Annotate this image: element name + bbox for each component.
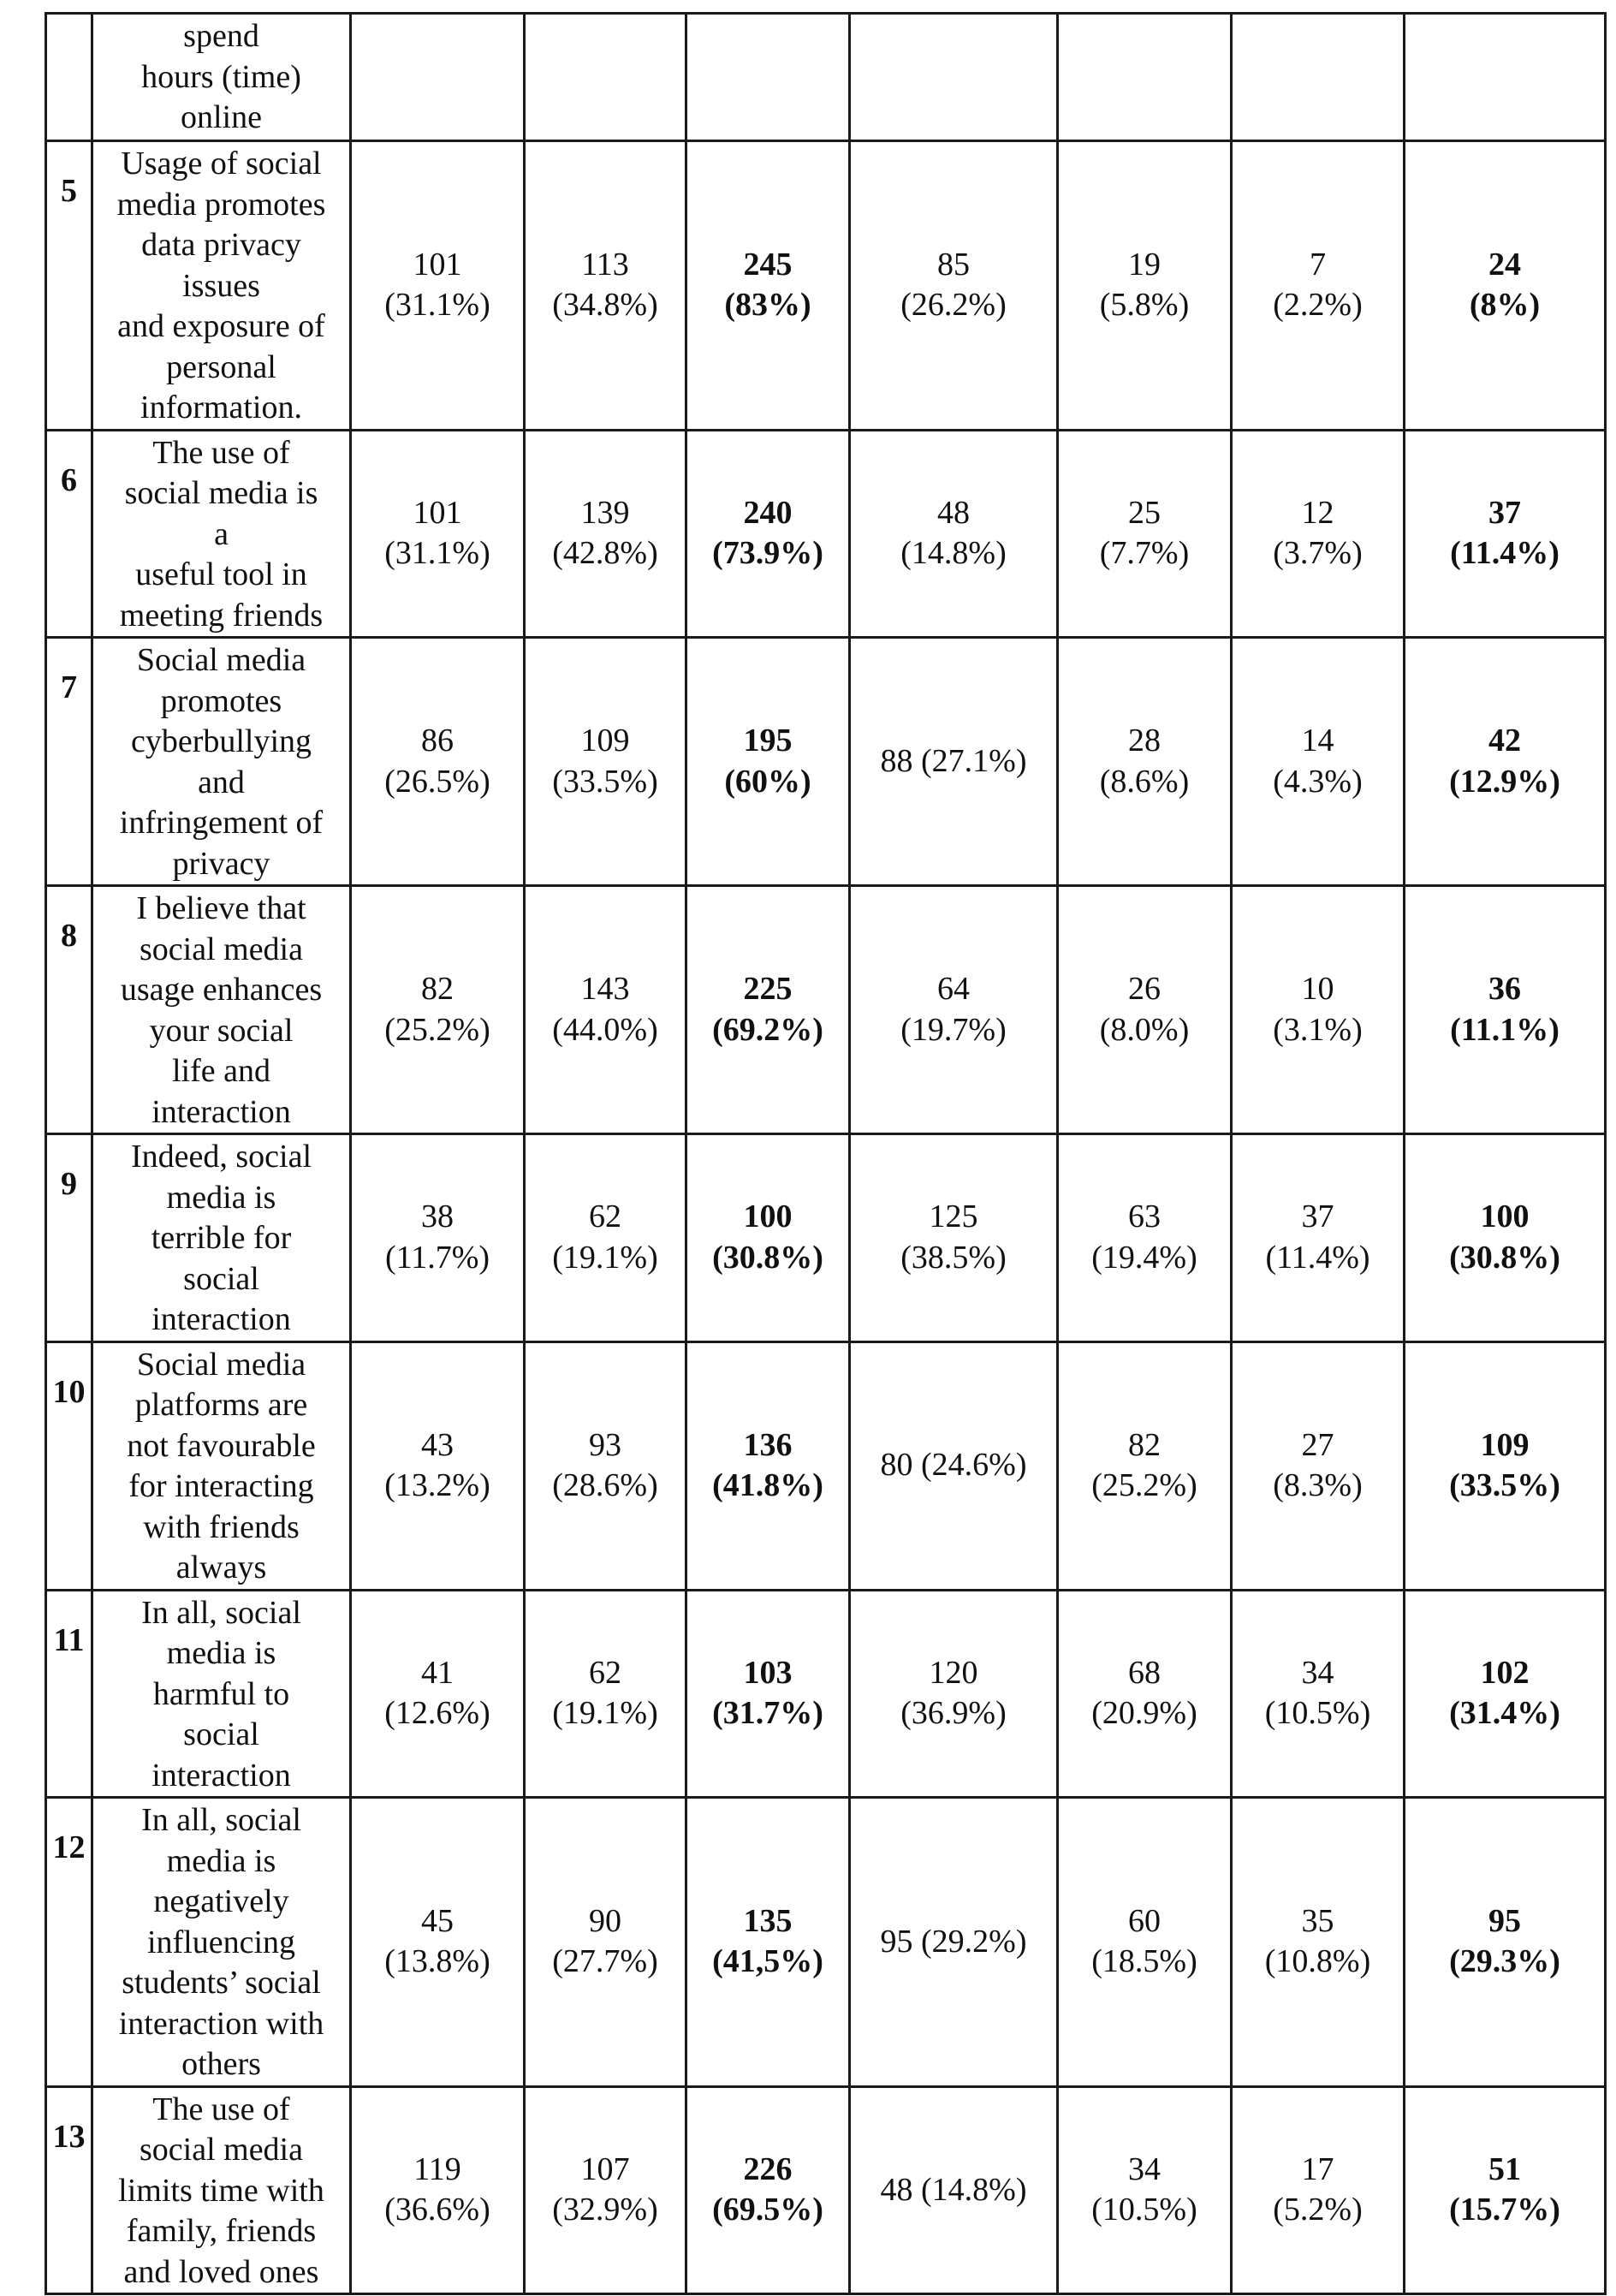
strongly-disagree-cell: 34 (10.5%) [1232, 1590, 1405, 1798]
agree-cell: 62 (19.1%) [525, 1134, 686, 1342]
total-disagree-cell: 102 (31.4%) [1405, 1590, 1606, 1798]
table-row [46, 1798, 1606, 2087]
neutral-cell [850, 14, 1058, 141]
survey-results-table [45, 12, 1607, 2295]
total-disagree-cell: 37 (11.4%) [1405, 430, 1606, 638]
strongly-agree-cell: 41 (12.6%) [351, 1590, 525, 1798]
strongly-agree-cell: 82 (25.2%) [351, 886, 525, 1134]
strongly-disagree-cell: 12 (3.7%) [1232, 430, 1405, 638]
neutral-cell: 48 (14.8%) [850, 2086, 1058, 2294]
disagree-cell: 26 (8.0%) [1058, 886, 1232, 1134]
total-agree-cell: 225 (69.2%) [686, 886, 850, 1134]
agree-cell: 143 (44.0%) [525, 886, 686, 1134]
statement-cell: Social media promotes cyberbullying and infringement of privacy [92, 638, 351, 886]
strongly-agree-cell: 45 (13.8%) [351, 1798, 525, 2087]
statement-cell: In all, social media is negatively influencing students’ social interaction with others [92, 1798, 351, 2087]
strongly-agree-cell: 101 (31.1%) [351, 141, 525, 431]
neutral-cell: 95 (29.2%) [850, 1798, 1058, 2087]
table-row [46, 430, 1606, 638]
total-agree-cell: 240 (73.9%) [686, 430, 850, 638]
agree-cell: 139 (42.8%) [525, 430, 686, 638]
table-row [46, 2086, 1606, 2294]
item-number-cell: 11 [46, 1590, 92, 1798]
table-row-continued [46, 14, 1606, 141]
statement-cell: The use of social media is a useful tool in meeting friends [92, 430, 351, 638]
disagree-cell: 60 (18.5%) [1058, 1798, 1232, 2087]
disagree-cell: 68 (20.9%) [1058, 1590, 1232, 1798]
item-number-cell: 12 [46, 1798, 92, 2087]
item-number-cell: 5 [46, 141, 92, 431]
neutral-cell: 125 (38.5%) [850, 1134, 1058, 1342]
agree-cell: 93 (28.6%) [525, 1341, 686, 1590]
disagree-cell [1058, 14, 1232, 141]
neutral-cell: 48 (14.8%) [850, 430, 1058, 638]
item-number-cell: 13 [46, 2086, 92, 2294]
agree-cell: 90 (27.7%) [525, 1798, 686, 2087]
statement-cell: Usage of social media promotes data privacy issues and exposure of personal information. [92, 141, 351, 431]
total-disagree-cell: 51 (15.7%) [1405, 2086, 1606, 2294]
total-agree-cell: 136 (41.8%) [686, 1341, 850, 1590]
strongly-agree-cell: 43 (13.2%) [351, 1341, 525, 1590]
total-disagree-cell: 95 (29.3%) [1405, 1798, 1606, 2087]
agree-cell: 62 (19.1%) [525, 1590, 686, 1798]
table-row [46, 1134, 1606, 1342]
strongly-disagree-cell: 7 (2.2%) [1232, 141, 1405, 431]
disagree-cell: 63 (19.4%) [1058, 1134, 1232, 1342]
statement-cell: Social media platforms are not favourable for interacting with friends always [92, 1341, 351, 1590]
disagree-cell: 19 (5.8%) [1058, 141, 1232, 431]
total-disagree-cell: 36 (11.1%) [1405, 886, 1606, 1134]
table-row [46, 886, 1606, 1134]
total-disagree-cell: 24 (8%) [1405, 141, 1606, 431]
strongly-disagree-cell [1232, 14, 1405, 141]
neutral-cell: 88 (27.1%) [850, 638, 1058, 886]
statement-cell: The use of social media limits time with family, friends and loved ones [92, 2086, 351, 2294]
strongly-disagree-cell: 10 (3.1%) [1232, 886, 1405, 1134]
table-row [46, 638, 1606, 886]
table-row [46, 1341, 1606, 1590]
table-row [46, 141, 1606, 431]
total-agree-cell: 100 (30.8%) [686, 1134, 850, 1342]
statement-cell: I believe that social media usage enhances your social life and interaction [92, 886, 351, 1134]
total-agree-cell: 245 (83%) [686, 141, 850, 431]
strongly-disagree-cell: 17 (5.2%) [1232, 2086, 1405, 2294]
disagree-cell: 28 (8.6%) [1058, 638, 1232, 886]
item-number-cell: 9 [46, 1134, 92, 1342]
disagree-cell: 25 (7.7%) [1058, 430, 1232, 638]
strongly-disagree-cell: 35 (10.8%) [1232, 1798, 1405, 2087]
agree-cell: 113 (34.8%) [525, 141, 686, 431]
total-disagree-cell: 100 (30.8%) [1405, 1134, 1606, 1342]
total-agree-cell: 103 (31.7%) [686, 1590, 850, 1798]
total-disagree-cell [1405, 14, 1606, 141]
statement-cell: In all, social media is harmful to social interaction [92, 1590, 351, 1798]
total-disagree-cell: 109 (33.5%) [1405, 1341, 1606, 1590]
total-agree-cell [686, 14, 850, 141]
neutral-cell: 80 (24.6%) [850, 1341, 1058, 1590]
neutral-cell: 120 (36.9%) [850, 1590, 1058, 1798]
table-row [46, 1590, 1606, 1798]
item-number-cell: 6 [46, 430, 92, 638]
total-agree-cell: 226 (69.5%) [686, 2086, 850, 2294]
strongly-agree-cell: 38 (11.7%) [351, 1134, 525, 1342]
strongly-agree-cell: 86 (26.5%) [351, 638, 525, 886]
neutral-cell: 85 (26.2%) [850, 141, 1058, 431]
item-number-cell [46, 14, 92, 141]
strongly-agree-cell: 101 (31.1%) [351, 430, 525, 638]
statement-cell: Indeed, social media is terrible for social interaction [92, 1134, 351, 1342]
agree-cell [525, 14, 686, 141]
item-number-cell: 8 [46, 886, 92, 1134]
strongly-agree-cell [351, 14, 525, 141]
item-number-cell: 10 [46, 1341, 92, 1590]
strongly-disagree-cell: 27 (8.3%) [1232, 1341, 1405, 1590]
disagree-cell: 34 (10.5%) [1058, 2086, 1232, 2294]
disagree-cell: 82 (25.2%) [1058, 1341, 1232, 1590]
agree-cell: 107 (32.9%) [525, 2086, 686, 2294]
total-disagree-cell: 42 (12.9%) [1405, 638, 1606, 886]
strongly-disagree-cell: 14 (4.3%) [1232, 638, 1405, 886]
strongly-disagree-cell: 37 (11.4%) [1232, 1134, 1405, 1342]
table-body [46, 14, 1606, 2294]
strongly-agree-cell: 119 (36.6%) [351, 2086, 525, 2294]
neutral-cell: 64 (19.7%) [850, 886, 1058, 1134]
total-agree-cell: 195 (60%) [686, 638, 850, 886]
statement-cell: spend hours (time) online [92, 14, 351, 141]
item-number-cell: 7 [46, 638, 92, 886]
total-agree-cell: 135 (41,5%) [686, 1798, 850, 2087]
agree-cell: 109 (33.5%) [525, 638, 686, 886]
